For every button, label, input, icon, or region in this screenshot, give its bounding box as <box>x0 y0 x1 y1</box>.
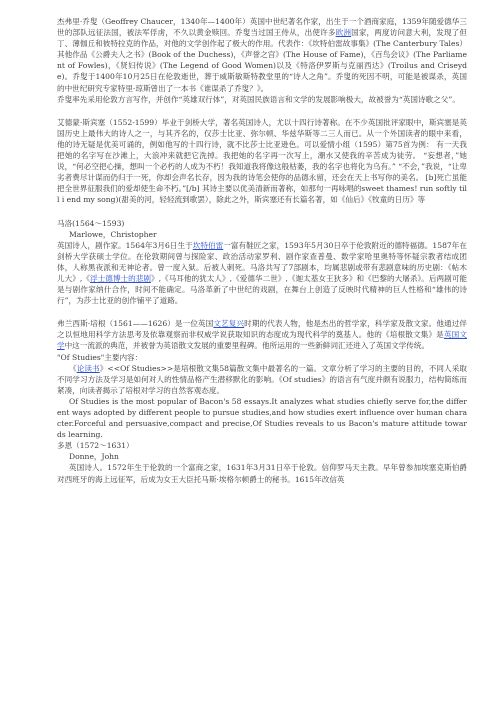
marlowe-text-b: 一富有鞋匠之家，1593年5月30日卒于伦敦附近的德特福德。1587年在剑桥大学获硕士学位。在伦敦期间曾与探险家、政治活动家罗利、剧作家查普曼、数学家哈里奥特等怀疑宗教者结成团体，人称黑夜派和无神论者。曾一度入狱。后被人刺死。马洛共写了7部剧本，均属悲剧或带有悲剧意味的历史剧：《帖木儿大》,《 <box>57 240 467 283</box>
bacon-text-c: 中这一流派的典范，并被誉为英语散文发展的重要里程碑。他所运用的一些新鲜词汇还进入了英国文学传统。 <box>64 341 430 351</box>
marlowe-text-a: 英国诗人，剧作家。1564年3月6日生于 <box>57 240 193 250</box>
spenser-highlight: [b] <box>423 173 437 183</box>
bacon-text-a: 弗兰西斯·培根（1561——1626）是一位英国 <box>57 319 214 329</box>
spacer <box>57 306 467 318</box>
chaucer-paragraph <box>57 16 467 94</box>
bacon-summary-a: 《 <box>69 363 77 373</box>
link-of-studies[interactable]: 论读书 <box>76 363 100 373</box>
marlowe-text-c: 》,《马耳他的犹太人》,《爱德华二世》,《迦太基女王狄多》和《巴黎的大屠杀》。后两剧可能是与剧作家纳什合作，时间不能确定。马洛革新了中世纪的戏剧，在舞台上创造了反映时代精神的巨人性格和“雄伟的诗行”，为莎士比亚的创作铺平了道路。 <box>57 273 468 306</box>
marlowe-heading: 马洛(1564～1593) <box>57 218 125 228</box>
bacon-summary-b: 》<<Of Studies>>是培根散文集58篇散文集中最著名的一篇。文章分析了学习的主要的目的，不同人采取不同学习方法及学习是如何对人的性情品格产生潜移默化的影响。《Of studies》的语言有气度并颇有说服力，结构简练而紧凑，向读者揭示了培根对学习的自然客观态度。 <box>57 363 468 395</box>
donne-heading: 多恩（1572～1631） <box>57 441 134 451</box>
link-renaissance[interactable]: 文艺复兴 <box>213 319 245 329</box>
of-studies-summary <box>57 363 467 396</box>
chaucer-text-b: 国家，两度访问意大利，发现了但丁、薄伽丘和彼特拉克的作品，对他的文学创作起了极大的作用。代表作：《坎特伯雷故事集》(The Canterbury Tales）其他作品《公爵夫人之书》(Book of the Duchess)，《声誉之宫》(The House of Fame)，《百鸟会议》(The Parliament of Fowles)，《贤妇传说》(The Legend of Good Women)以及《特洛伊罗斯与克丽西达》(Troilus and Criseyde)。乔叟于1400年10月25日在伦敦逝世，葬于威斯敏斯特教堂里的“诗人之角”。乔叟的死因不明，可能是被谋杀，英国的中世纪研究专家特里·琼斯曾出了一本书《谁谋杀了乔叟？》。 <box>57 28 468 93</box>
of-studies-english: Of Studies is the most popular of Bacon's 58 essays.It analyzes what studies chiefly serve for,the different ways adopted by different people to pursue studies,and how studies exert influence over human character.Forceful and persuasive,compact and precise,Of Studies reveals to us Bacon's mature attitude towards learning. <box>57 396 467 440</box>
spenser-paragraph <box>57 117 467 206</box>
spacer <box>57 105 467 117</box>
spenser-text-a: 艾德蒙·斯宾塞（1552-1599）毕业于剑桥大学，著名英国诗人，尤以十四行诗著称。在不少英国批评家眼中，斯宾塞是英国历史上最伟大的诗人之一，与其齐名的，仅莎士比亚、弥尔顿、华兹华斯等二三人而已。从一个外国读者的眼中来看，他的诗无疑是优美可诵的，例如他写的十四行诗，就不比莎士比亚逊色。可以爱情小组（1595）第75首为例： 有一天我把她的名字写在沙滩上，大浪冲来就把它洗掉。我把她的名字再一次写上，潮水又使我的辛苦成为徒劳。 “妄想者，”她说，“何必空把心操，想叫一个必朽的人成为不朽！我知道我将像这般枯萎，我的名字也将化为乌有。” “不会，”我说，“让卑劣者费尽计谋而仍归于一死，你却会声名长存，因为我的诗笔会使你的品德永留，还会在天上书写你的美名。 <box>57 117 467 183</box>
link-europe[interactable]: 欧洲 <box>335 28 352 38</box>
donne-paragraph: 英国诗人。1572年生于伦敦的一个富商之家，1631年3月31日卒于伦敦。信仰罗马天主教。早年曾参加埃塞克斯伯爵对西班牙的海上远征军，后成为女王大臣托马斯·埃格尔顿爵士的秘书。1615年改信英 <box>57 463 467 484</box>
bacon-text-b: 时期的代表人物，他是杰出的哲学家，科学家及散文家。他通过伴之以恒地用科学方法思考及依靠观察而非权威学说获取知识的态度成为现代科学的奠基人。他的《培根散文集》是 <box>57 319 468 340</box>
of-studies-heading: "Of Studies"主要内容： <box>57 352 143 362</box>
spenser-text-b: 死亡虽能把全世界征服我们的爱却使生命不朽。”[/b] 其诗主要以优美清新而著称，如那句一再咏唱的sweet thames! run softly till i end my song)(甜美的河，轻轻流到歌罢），除此之外，斯宾塞还有长篇名著，如《仙后》《牧童的日历》等 <box>57 173 468 205</box>
link-canterbury[interactable]: 坎特伯雷 <box>192 240 224 250</box>
marlowe-name: Marlowe，Christopher <box>69 229 157 239</box>
bacon-paragraph <box>57 318 467 351</box>
chaucer-legacy-paragraph: 乔叟率先采用伦敦方言写作，并创作“英雄双行体”，对英国民族语言和文学的发展影响极大，故被誉为“英国诗歌之父”。 <box>57 94 460 104</box>
marlowe-paragraph <box>57 240 467 307</box>
spacer <box>57 206 467 218</box>
link-english-literature[interactable]: 英国文学 <box>57 330 468 351</box>
donne-name: Donne，John <box>69 452 119 462</box>
chaucer-text-a: 杰弗里·乔叟（Geoffrey Chaucer，1340年—1400年）英国中世纪著名作家，出生于一个酒商家庭，1359年随爱德华三世的部队远征法国，被法军俘虏，不久以黄金赎回。乔叟当过国王侍从，出使许多 <box>57 17 467 38</box>
link-doctor-faustus[interactable]: 浮士德博士的悲剧 <box>89 273 151 283</box>
